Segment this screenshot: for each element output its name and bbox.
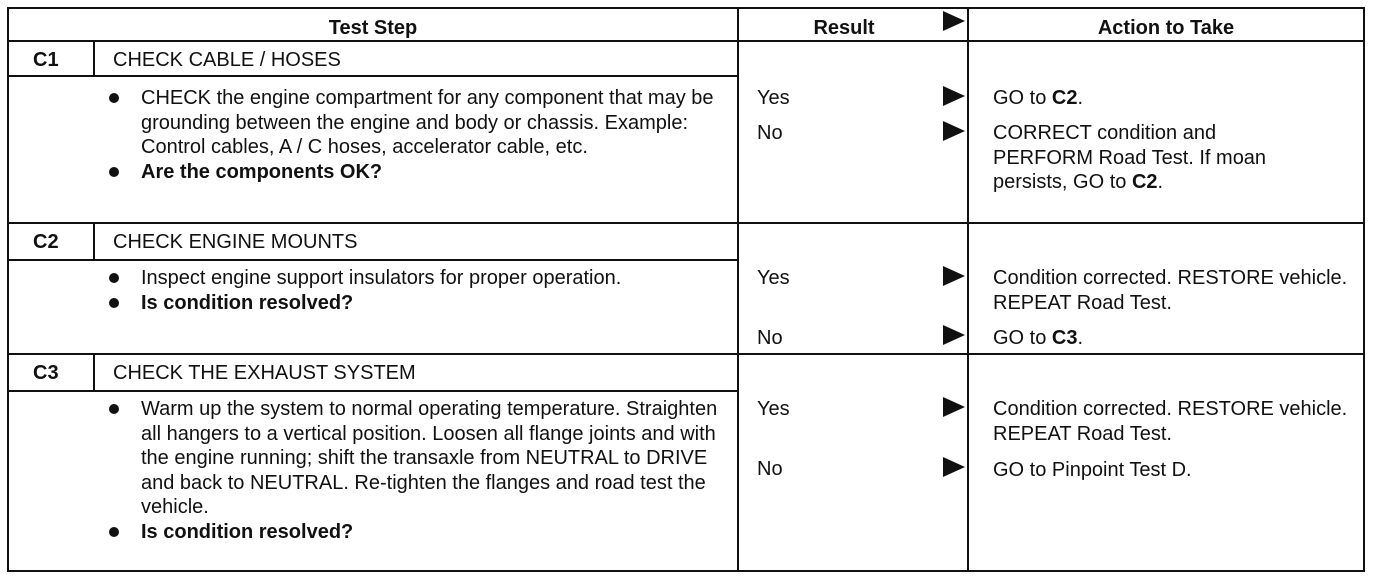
action-col-rule <box>967 9 969 570</box>
c2-title-rule <box>9 259 738 261</box>
arrow-icon <box>943 86 965 106</box>
step-title: CHECK THE EXHAUST SYSTEM <box>113 362 416 384</box>
action-prefix: GO to <box>993 87 1052 109</box>
header-action: Action to Take <box>1097 17 1235 39</box>
c3-title-rule <box>9 390 738 392</box>
action-text <box>993 397 1348 446</box>
result-no: No <box>757 122 783 144</box>
result-yes: Yes <box>757 267 790 289</box>
step-title: CHECK CABLE / HOSES <box>113 49 341 71</box>
c1-end-rule <box>9 222 1363 224</box>
step-title: CHECK ENGINE MOUNTS <box>113 231 358 253</box>
header-arrow-icon <box>943 11 965 31</box>
c2-id-rule <box>93 222 95 261</box>
c2-end-rule <box>9 353 1363 355</box>
action-text <box>993 326 1363 351</box>
action-suffix: . <box>1157 171 1164 193</box>
arrow-icon <box>943 121 965 141</box>
step-bullets <box>107 266 627 315</box>
diagnostic-table <box>7 7 1365 572</box>
header-result: Result <box>813 17 875 39</box>
action-ref: C3 <box>1051 327 1078 349</box>
bullet-item: Inspect engine support insulators for proper operation. <box>107 266 627 291</box>
arrow-icon <box>943 457 965 477</box>
action-text <box>993 121 1293 195</box>
action-prefix: Condition corrected. RESTORE vehicle. REPEAT Road Test. <box>993 267 1348 314</box>
action-suffix: . <box>1077 87 1084 109</box>
bullet-question: Are the components OK? <box>107 160 719 185</box>
action-text <box>993 458 1363 483</box>
c3-id-rule <box>93 353 95 392</box>
result-yes: Yes <box>757 87 790 109</box>
c1-id-rule <box>93 40 95 77</box>
action-text <box>993 266 1348 315</box>
action-prefix: GO to Pinpoint Test D. <box>993 459 1192 481</box>
step-id: C3 <box>33 362 59 384</box>
result-no: No <box>757 327 783 349</box>
step-id: C1 <box>33 49 59 71</box>
action-ref: C2 <box>1051 87 1078 109</box>
header-test-step: Test Step <box>328 17 418 39</box>
c1-title-rule <box>9 75 738 77</box>
action-prefix: GO to <box>993 327 1052 349</box>
step-bullets <box>107 397 721 544</box>
action-ref: C2 <box>1131 171 1158 193</box>
action-text <box>993 86 1363 111</box>
step-bullets <box>107 86 719 184</box>
bullet-question: Is condition resolved? <box>107 291 627 316</box>
arrow-icon <box>943 397 965 417</box>
bullet-item: Warm up the system to normal operating temperature. Straighten all hangers to a vertical position. Loosen all flange joints and with the engine running; shift the transaxle from NEUTRAL to DRIVE and back to NEUTRAL. Re-tighten the flanges and road test the vehicle. <box>107 397 721 520</box>
action-suffix: . <box>1077 327 1084 349</box>
action-prefix: CORRECT condition and PERFORM Road Test. If moan persists, GO to <box>993 122 1267 193</box>
bullet-item: CHECK the engine compartment for any component that may be grounding between the engine and body or chassis. Example: Control cables, A / C hoses, accelerator cable, etc. <box>107 86 719 160</box>
arrow-icon <box>943 266 965 286</box>
bullet-question: Is condition resolved? <box>107 520 721 545</box>
result-col-rule <box>737 9 739 570</box>
action-prefix: Condition corrected. RESTORE vehicle. REPEAT Road Test. <box>993 398 1348 445</box>
arrow-icon <box>943 325 965 345</box>
step-id: C2 <box>33 231 59 253</box>
result-yes: Yes <box>757 398 790 420</box>
result-no: No <box>757 458 783 480</box>
